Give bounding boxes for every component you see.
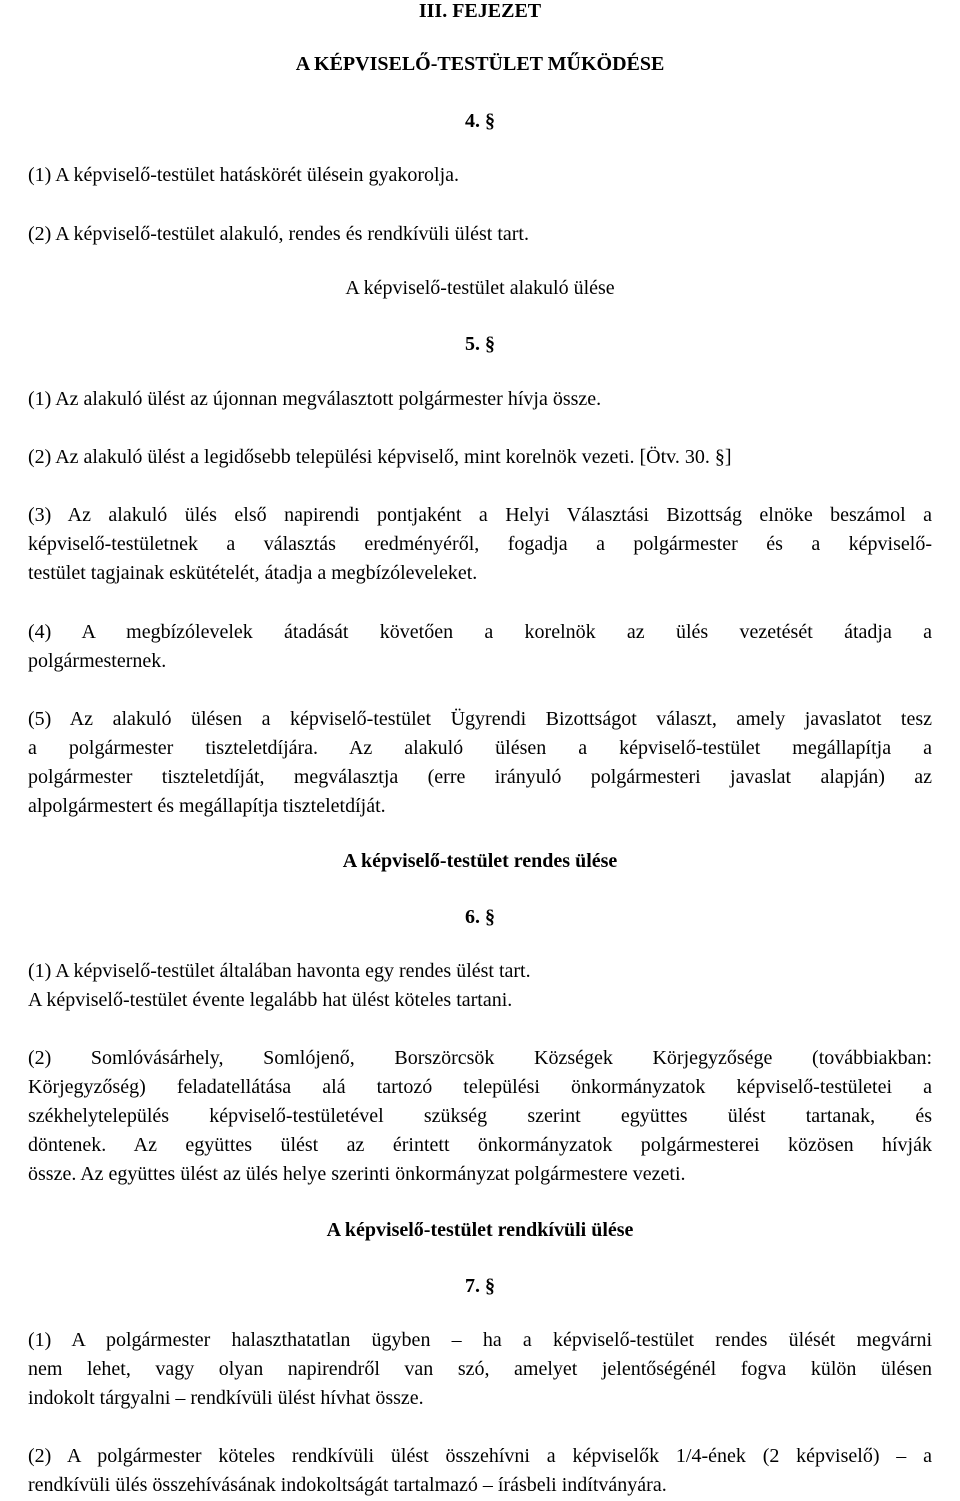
section-5-paragraph-5-line-1: (5) Az alakuló ülésen a képviselő-testület Ügyrendi Bizottságot választ, amely javaslatot tesz: [28, 708, 932, 730]
section-5-paragraph-5-line-3: polgármester tiszteletdíját, megválasztja (erre irányuló polgármesteri javaslat alapján) az: [28, 766, 932, 788]
section-6-paragraph-2-line-3: székhelytelepülés képviselő-testületével szükség szerint együttes ülést tartanak, és: [28, 1105, 932, 1127]
section-5-paragraph-5-line-2: a polgármester tiszteletdíjára. Az alakuló ülésen a képviselő-testület megállapítja a: [28, 737, 932, 759]
section-5-paragraph-2: (2) Az alakuló ülést a legidősebb települési képviselő, mint korelnök vezeti. [Ötv. 30. §]: [28, 446, 732, 468]
section-5-paragraph-4-line-2: polgármesternek.: [28, 650, 167, 672]
section-6-paragraph-1-line-2: A képviselő-testület évente legalább hat ülést köteles tartani.: [28, 989, 513, 1011]
section-6-number: 6. §: [465, 906, 495, 928]
section-5-paragraph-3-line-3: testület tagjainak eskütételét, átadja a megbízóleveleket.: [28, 562, 478, 584]
section-4-number: 4. §: [465, 110, 495, 132]
section-5-paragraph-4-line-1: (4) A megbízólevelek átadását követően a korelnök az ülés vezetését átadja a: [28, 621, 932, 643]
section-7-paragraph-2-line-2: rendkívüli ülés összehívásának indokoltságát tartalmazó – írásbeli indítványára.: [28, 1474, 667, 1496]
chapter-title: A KÉPVISELŐ-TESTÜLET MŰKÖDÉSE: [295, 53, 665, 75]
chapter-number: III. FEJEZET: [418, 0, 542, 22]
section-5-paragraph-5-line-4: alpolgármestert és megállapítja tiszteletdíját.: [28, 795, 386, 817]
section-5-number: 5. §: [465, 333, 495, 355]
section-7-paragraph-1-line-1: (1) A polgármester halaszthatatlan ügyben – ha a képviselő-testület rendes ülését megvárni: [28, 1329, 932, 1351]
section-7-number: 7. §: [465, 1275, 495, 1297]
section-6-paragraph-2-line-2: Körjegyzőség) feladatellátása alá tartozó települési önkormányzatok képviselő-testületei a: [28, 1076, 932, 1098]
section-6-paragraph-1-line-1: (1) A képviselő-testület általában havonta egy rendes ülést tart.: [28, 960, 531, 982]
section-7-paragraph-1-line-2: nem lehet, vagy olyan napirendről van szó, amelyet jelentőségénél fogva külön ülésen: [28, 1358, 932, 1380]
section-6-paragraph-2-line-1: (2) Somlóvásárhely, Somlójenő, Borszörcsök Községek Körjegyzősége (továbbiakban:: [28, 1047, 932, 1069]
section-6-paragraph-2-line-4: döntenek. Az együttes ülést az érintett önkormányzatok polgármesterei közösen hívják: [28, 1134, 932, 1156]
heading-rendkivuli-ules: A képviselő-testület rendkívüli ülése: [326, 1219, 634, 1241]
section-5-paragraph-3-line-2: képviselő-testületnek a választás eredményéről, fogadja a polgármester és a képviselő-: [28, 533, 932, 555]
section-5-paragraph-3-line-1: (3) Az alakuló ülés első napirendi pontjaként a Helyi Választási Bizottság elnöke beszámol a: [28, 504, 932, 526]
section-7-paragraph-1-line-3: indokolt tárgyalni – rendkívüli ülést hívhat össze.: [28, 1387, 424, 1409]
heading-rendes-ules: A képviselő-testület rendes ülése: [342, 850, 618, 872]
section-6-paragraph-2-line-5: össze. Az együttes ülést az ülés helye szerinti önkormányzat polgármestere vezeti.: [28, 1163, 686, 1185]
section-7-paragraph-2-line-1: (2) A polgármester köteles rendkívüli ülést összehívni a képviselők 1/4-ének (2 képviselő) – a: [28, 1445, 932, 1467]
section-4-paragraph-1: (1) A képviselő-testület hatáskörét ülésein gyakorolja.: [28, 164, 459, 186]
section-5-paragraph-1: (1) Az alakuló ülést az újonnan megválasztott polgármester hívja össze.: [28, 388, 602, 410]
section-4-paragraph-2: (2) A képviselő-testület alakuló, rendes és rendkívüli ülést tart.: [28, 223, 529, 245]
heading-alakulo-ules: A képviselő-testület alakuló ülése: [345, 277, 615, 299]
